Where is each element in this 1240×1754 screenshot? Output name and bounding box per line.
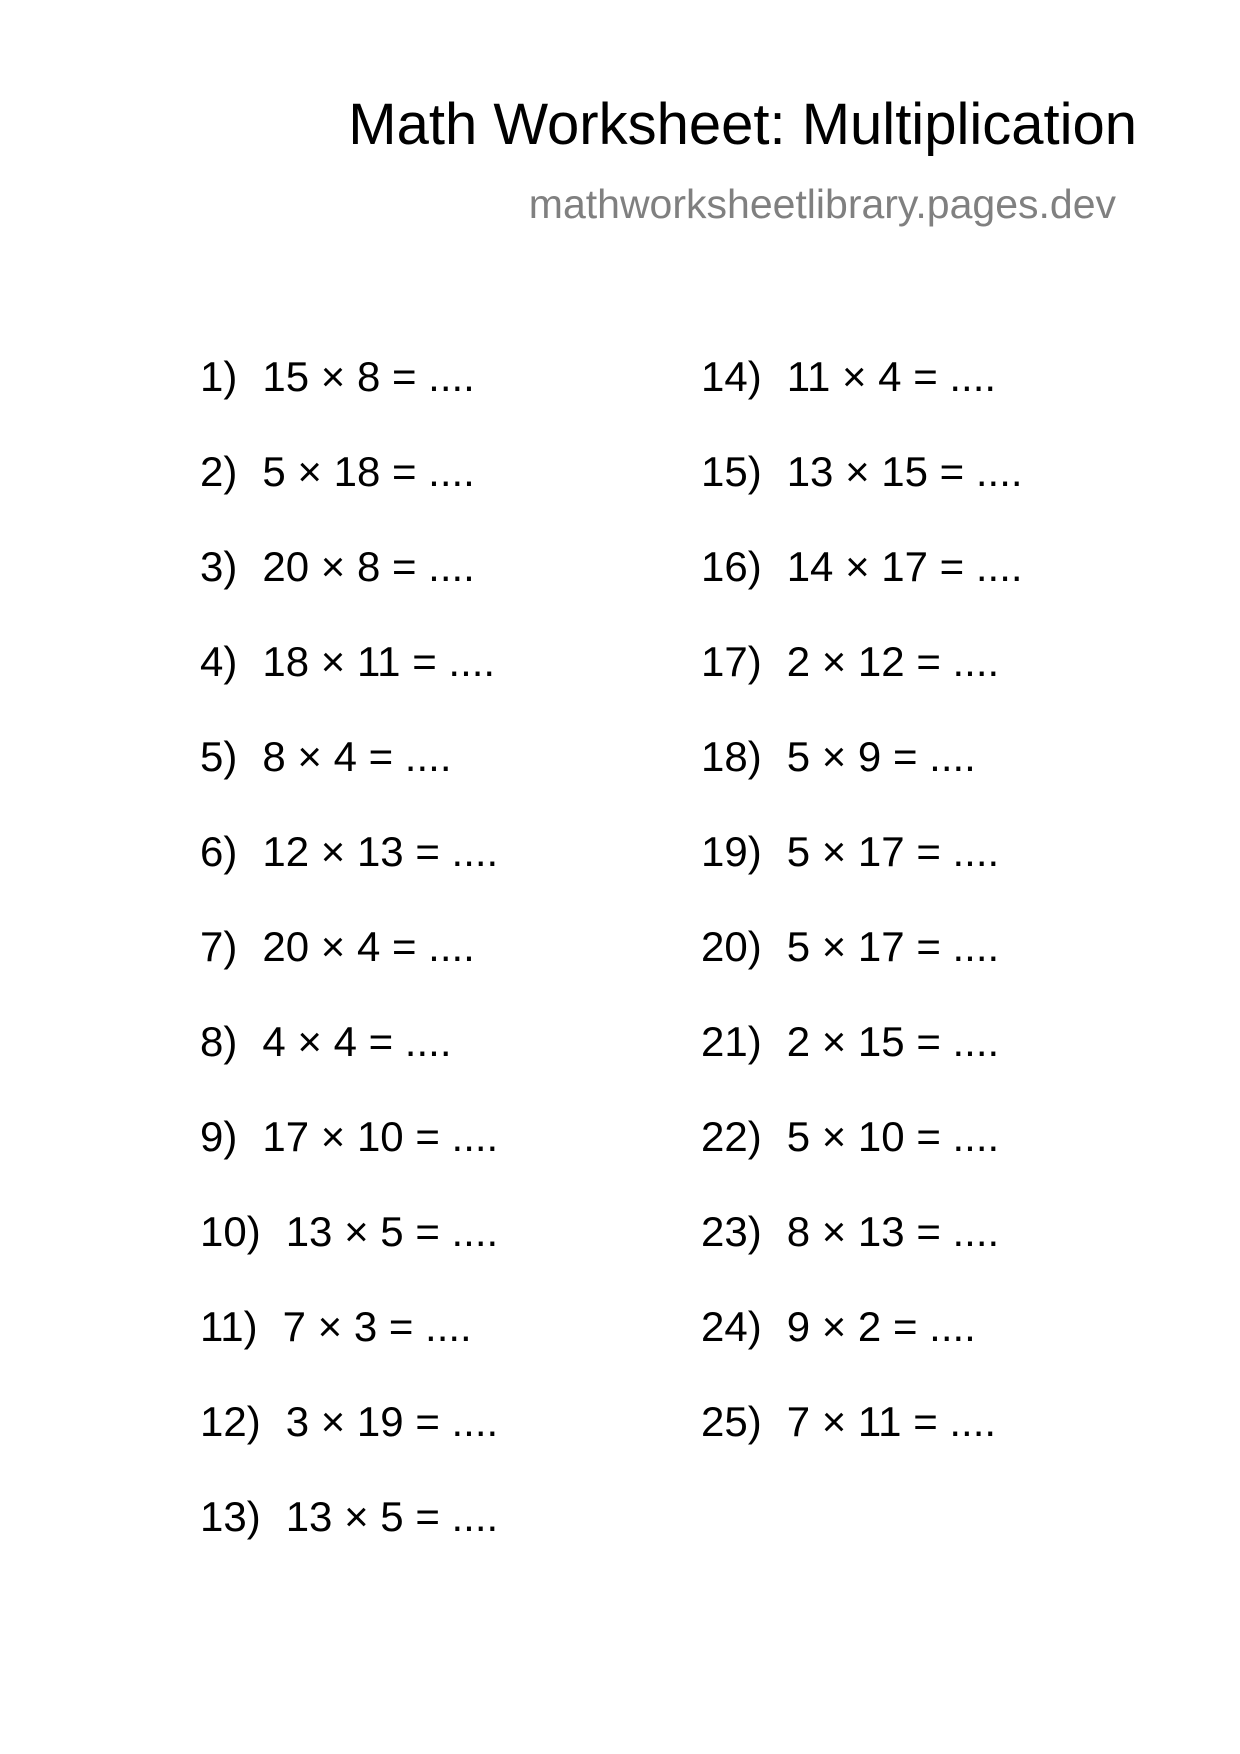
problem-number: 5) — [200, 733, 238, 780]
problem-number: 20) — [701, 923, 762, 970]
problem-number: 8) — [200, 1018, 238, 1065]
problem-number: 13) — [200, 1493, 261, 1540]
problem-number: 25) — [701, 1398, 762, 1445]
problem-item — [200, 1492, 498, 1587]
problem-number: 19) — [701, 828, 762, 875]
problem-item — [701, 352, 1023, 447]
problem-item — [701, 637, 1023, 732]
problem-item — [200, 447, 498, 542]
problem-expression: 13 × 5 = .... — [285, 1208, 499, 1255]
problem-item — [701, 922, 1023, 1017]
problem-item — [701, 1112, 1023, 1207]
problem-number: 1) — [200, 353, 238, 400]
problem-item — [200, 732, 498, 827]
problem-item — [701, 1207, 1023, 1302]
problem-item — [200, 1112, 498, 1207]
problem-number: 9) — [200, 1113, 238, 1160]
problem-number: 2) — [200, 448, 238, 495]
problem-list-right — [701, 352, 1023, 1492]
problem-list-left — [200, 352, 498, 1587]
problem-item — [200, 1017, 498, 1112]
problem-number: 12) — [200, 1398, 261, 1445]
problem-item — [701, 1397, 1023, 1492]
problem-item — [200, 1302, 498, 1397]
problem-expression: 9 × 2 = .... — [786, 1303, 976, 1350]
problem-expression: 11 × 4 = .... — [786, 353, 997, 400]
problem-expression: 8 × 13 = .... — [786, 1208, 1000, 1255]
problem-expression: 15 × 8 = .... — [262, 353, 475, 400]
problem-expression: 14 × 17 = .... — [786, 543, 1023, 590]
problem-expression: 4 × 4 = .... — [262, 1018, 452, 1065]
problem-number: 3) — [200, 543, 238, 590]
problem-number: 18) — [701, 733, 762, 780]
problem-expression: 2 × 12 = .... — [786, 638, 1000, 685]
problem-number: 15) — [701, 448, 762, 495]
problem-number: 22) — [701, 1113, 762, 1160]
problem-number: 14) — [701, 353, 762, 400]
problem-item — [701, 542, 1023, 637]
problem-item — [200, 637, 498, 732]
problem-item — [701, 1302, 1023, 1397]
problem-number: 24) — [701, 1303, 762, 1350]
problem-item — [701, 827, 1023, 922]
problem-item — [200, 542, 498, 637]
problem-number: 21) — [701, 1018, 762, 1065]
problem-item — [200, 1207, 498, 1302]
problem-expression: 5 × 10 = .... — [786, 1113, 1000, 1160]
problem-item — [701, 447, 1023, 542]
problem-number: 11) — [200, 1303, 258, 1350]
problem-number: 16) — [701, 543, 762, 590]
problem-expression: 7 × 11 = .... — [786, 1398, 997, 1445]
problem-expression: 7 × 3 = .... — [282, 1303, 472, 1350]
problem-number: 7) — [200, 923, 238, 970]
problem-item — [200, 827, 498, 922]
problem-number: 4) — [200, 638, 238, 685]
problem-expression: 13 × 5 = .... — [285, 1493, 499, 1540]
problem-expression: 13 × 15 = .... — [786, 448, 1023, 495]
problem-expression: 8 × 4 = .... — [262, 733, 452, 780]
problem-expression: 18 × 11 = .... — [262, 638, 496, 685]
problem-item — [200, 1397, 498, 1492]
problem-number: 17) — [701, 638, 762, 685]
problem-expression: 17 × 10 = .... — [262, 1113, 499, 1160]
problem-item — [200, 352, 498, 447]
problem-expression: 5 × 17 = .... — [786, 828, 1000, 875]
problem-number: 10) — [200, 1208, 261, 1255]
problem-expression: 20 × 8 = .... — [262, 543, 475, 590]
problem-item — [701, 1017, 1023, 1112]
problem-expression: 5 × 18 = .... — [262, 448, 475, 495]
problem-item — [200, 922, 498, 1017]
problem-number: 23) — [701, 1208, 762, 1255]
problem-expression: 12 × 13 = .... — [262, 828, 499, 875]
site-url: mathworksheetlibrary.pages.dev — [528, 181, 1116, 227]
page-title: Math Worksheet: Multiplication — [348, 92, 1137, 157]
problem-expression: 2 × 15 = .... — [786, 1018, 1000, 1065]
problem-item — [701, 732, 1023, 827]
problem-expression: 3 × 19 = .... — [285, 1398, 499, 1445]
problem-number: 6) — [200, 828, 238, 875]
problem-expression: 20 × 4 = .... — [262, 923, 475, 970]
problem-expression: 5 × 17 = .... — [786, 923, 1000, 970]
problem-expression: 5 × 9 = .... — [786, 733, 976, 780]
